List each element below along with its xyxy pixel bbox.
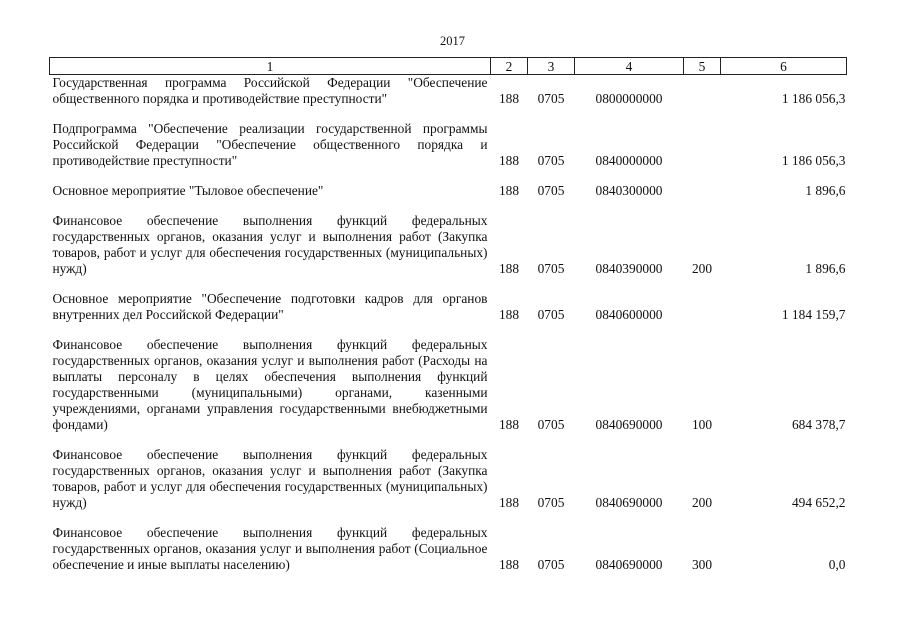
header-col-1: 1 (50, 58, 491, 75)
row-col-5: 300 (691, 557, 713, 572)
header-row (50, 58, 847, 75)
table-row (50, 75, 847, 108)
row-description: Финансовое обеспечение выполнения функций федеральных государственных органов, оказания услуг и выполнения работ (Закупка товаров, работ и услуг для обеспечения государственных (муниципальных) нужд) (52, 213, 488, 276)
row-description: Основное мероприятие "Обеспечение подготовки кадров для органов внутренних дел Российской Федерации" (52, 291, 488, 322)
header-col-5: 5 (684, 58, 721, 75)
table-header (50, 58, 847, 75)
row-col-5 (684, 121, 721, 169)
row-amount: 684 378,7 (791, 417, 846, 432)
row-col-4: 0840300000 (595, 183, 663, 198)
row-col-2: 188 (498, 307, 520, 322)
row-col-2: 188 (498, 153, 520, 168)
row-amount: 1 186 056,3 (781, 91, 846, 106)
row-col-4: 0840390000 (595, 261, 663, 276)
row-col-5 (684, 291, 721, 323)
row-col-4: 0840600000 (595, 307, 663, 322)
table-row (50, 291, 847, 323)
row-col-5 (684, 183, 721, 199)
header-col-3: 3 (528, 58, 575, 75)
row-col-3: 0705 (537, 261, 565, 276)
row-col-3: 0705 (537, 307, 565, 322)
table-row (50, 121, 847, 169)
row-amount: 0,0 (828, 557, 846, 572)
row-description: Финансовое обеспечение выполнения функций федеральных государственных органов, оказания услуг и выполнения работ (Расходы на выплаты персоналу в целях обеспечения выполнения функций государственными (муниципальными) органами, казенными учреждениями, органами управления государственными внебюджетными фондами) (52, 337, 488, 432)
row-description: Финансовое обеспечение выполнения функций федеральных государственных органов, оказания услуг и выполнения работ (Закупка товаров, работ и услуг для обеспечения государственных (муниципальных) нужд) (52, 447, 488, 510)
row-amount: 1 896,6 (805, 183, 846, 198)
row-col-3: 0705 (537, 183, 565, 198)
row-col-5: 100 (691, 417, 713, 432)
row-description: Финансовое обеспечение выполнения функций федеральных государственных органов, оказания услуг и выполнения работ (Социальное обеспечение и иные выплаты населению) (52, 525, 488, 572)
row-col-4: 0840000000 (595, 153, 663, 168)
row-description: Основное мероприятие "Тыловое обеспечение" (52, 183, 324, 198)
table-row (50, 183, 847, 199)
row-col-2: 188 (498, 91, 520, 106)
row-amount: 1 184 159,7 (781, 307, 846, 322)
row-amount: 1 896,6 (805, 261, 846, 276)
row-col-4: 0800000000 (595, 91, 663, 106)
row-col-4: 0840690000 (595, 557, 663, 572)
table-row (50, 525, 847, 573)
row-col-4: 0840690000 (595, 495, 663, 510)
row-description: Государственная программа Российской Федерации "Обеспечение общественного порядка и противодействие преступности" (52, 75, 488, 106)
row-col-2: 188 (498, 495, 520, 510)
header-col-6: 6 (721, 58, 847, 75)
row-col-5: 200 (691, 495, 713, 510)
row-col-2: 188 (498, 417, 520, 432)
row-col-5 (684, 75, 721, 108)
row-col-3: 0705 (537, 153, 565, 168)
row-col-2: 188 (498, 261, 520, 276)
row-col-5: 200 (691, 261, 713, 276)
row-col-3: 0705 (537, 417, 565, 432)
row-col-2: 188 (498, 183, 520, 198)
table-row (50, 213, 847, 277)
row-col-2: 188 (498, 557, 520, 572)
row-col-3: 0705 (537, 495, 565, 510)
header-col-4: 4 (575, 58, 684, 75)
row-col-3: 0705 (537, 557, 565, 572)
row-amount: 1 186 056,3 (781, 153, 846, 168)
table-row (50, 337, 847, 433)
header-col-2: 2 (491, 58, 528, 75)
table-row (50, 447, 847, 511)
row-col-3: 0705 (537, 91, 565, 106)
table-body (50, 75, 847, 574)
page-number: 2017 (440, 34, 465, 48)
row-amount: 494 652,2 (791, 495, 846, 510)
row-description: Подпрограмма "Обеспечение реализации государственной программы Российской Федерации "Обеспечение общественного порядка и противодействие преступности" (52, 121, 488, 168)
row-col-4: 0840690000 (595, 417, 663, 432)
budget-table (49, 57, 847, 573)
